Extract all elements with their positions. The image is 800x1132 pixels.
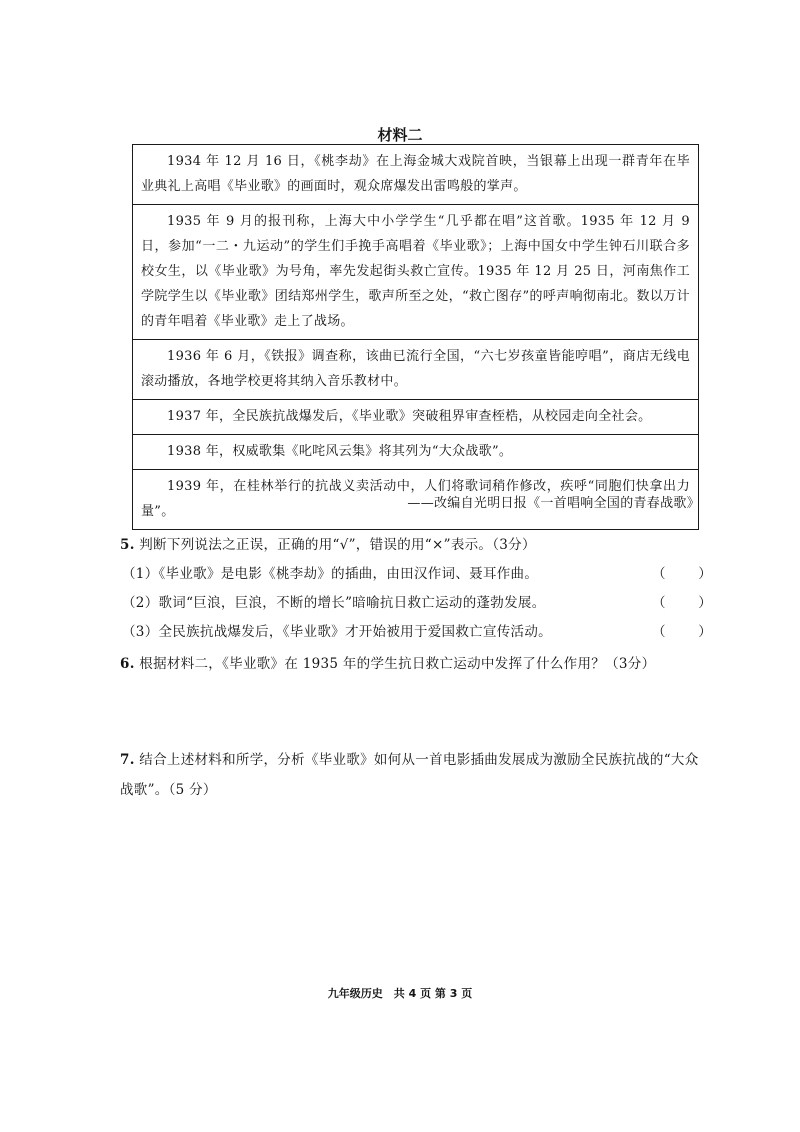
question-text: 判断下列说法之正误，正确的用“√”，错误的用“×”表示。（3分）	[139, 537, 536, 553]
material-source: ——改编自光明日报《一首唱响全国的青春战歌》	[407, 496, 700, 511]
answer-bracket[interactable]: （ ）	[652, 566, 712, 582]
material-row-1935: 1935 年 9 月的报刊称，上海大中小学学生“几乎都在唱”这首歌。1935 年 12 月 9 日，参加“一二・九运动”的学生们手挽手高唱着《毕业歌》；上海中国女中学生钟石川联合多校女生，以《毕业歌》为号角，率先发起街头救亡宣传。1935 年 12 月 25 日，河南焦作工学院学生以《毕业歌》团结郑州学生，歌声所至之处，“救亡图存”的呼声响彻南北。数以万计的青年唱着《毕业歌》走上了战场。	[133, 205, 698, 340]
judgment-text: （2）歌词“巨浪，巨浪，不断的增长”暗喻抗日救亡运动的蓬勃发展。	[122, 595, 546, 611]
question-number: 6.	[120, 656, 135, 672]
material-row-1937: 1937 年，全民族抗战爆发后，《毕业歌》突破租界审查桎梏，从校园走向全社会。	[133, 400, 698, 435]
judgment-item-1	[122, 562, 712, 582]
question-text: 结合上述材料和所学，分析《毕业歌》如何从一首电影插曲发展成为激励全民族抗战的“大众战歌”。（5 分）	[120, 752, 699, 798]
judgment-text: （1）《毕业歌》是电影《桃李劫》的插曲，由田汉作词、聂耳作曲。	[122, 566, 539, 582]
judgment-text: （3）全民族抗战爆发后，《毕业歌》才开始被用于爱国救亡宣传活动。	[122, 624, 552, 640]
material-row-1936: 1936 年 6 月，《铁报》调查称，该曲已流行全国，“六七岁孩童皆能哼唱”，商店无线电滚动播放，各地学校更将其纳入音乐教材中。	[133, 340, 698, 400]
judgment-item-2	[122, 591, 712, 611]
question-number: 5.	[120, 537, 135, 553]
question-number: 7.	[120, 752, 135, 768]
question-7	[120, 745, 710, 805]
material-title: 材料二	[377, 126, 423, 144]
judgment-item-3	[122, 620, 712, 640]
question-6	[120, 652, 655, 672]
answer-bracket[interactable]: （ ）	[652, 595, 712, 611]
answer-bracket[interactable]: （ ）	[652, 624, 712, 640]
question-5	[120, 533, 536, 553]
material-table	[132, 144, 699, 530]
page-footer: 九年级历史 共 4 页 第 3 页	[327, 987, 473, 1000]
material-row-1939: 1939 年，在桂林举行的抗战义卖活动中，人们将歌词稍作修改，疾呼“同胞们快拿出力量”。	[141, 479, 690, 519]
material-row-1934: 1934 年 12 月 16 日，《桃李劫》在上海金城大戏院首映，当银幕上出现一群青年在毕业典礼上高唱《毕业歌》的画面时，观众席爆发出雷鸣般的掌声。	[133, 145, 698, 205]
question-text: 根据材料二，《毕业歌》在 1935 年的学生抗日救亡运动中发挥了什么作用？（3分）	[139, 656, 656, 672]
material-row-1938: 1938 年，权威歌集《叱咤风云集》将其列为“大众战歌”。	[133, 435, 698, 470]
